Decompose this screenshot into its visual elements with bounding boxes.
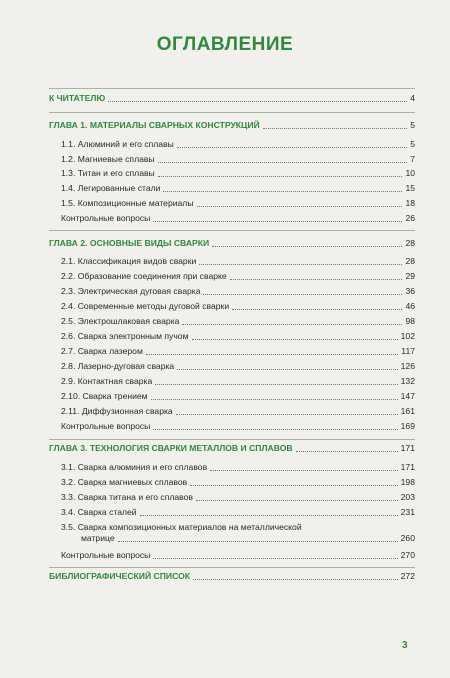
- page-number: 126: [400, 361, 415, 371]
- toc-entry[interactable]: [61, 507, 415, 518]
- entry-label: 2.11. Диффузионная сварка: [61, 406, 173, 416]
- entry-label: 2.7. Сварка лазером: [61, 346, 143, 356]
- page-number: 272: [400, 571, 415, 581]
- page-number: 169: [400, 421, 415, 431]
- leader-dots: [210, 470, 398, 471]
- leader-dots: [232, 309, 402, 310]
- leader-dots: [177, 369, 397, 370]
- entry-label: 2.10. Сварка трением: [61, 391, 148, 401]
- leader-dots: [196, 500, 398, 501]
- entry-label: ГЛАВА 3. ТЕХНОЛОГИЯ СВАРКИ МЕТАЛЛОВ И СПЛАВОВ: [49, 443, 293, 453]
- divider: [49, 439, 415, 440]
- leader-dots: [192, 339, 398, 340]
- toc-entry[interactable]: [61, 139, 415, 150]
- toc-entry[interactable]: [61, 346, 415, 357]
- entry-label: 3.2. Сварка магниевых сплавов: [61, 477, 188, 487]
- page-number: 28: [405, 238, 415, 248]
- page-number: 171: [400, 462, 415, 472]
- toc-chapter-heading[interactable]: [49, 443, 415, 454]
- toc-entry[interactable]: [61, 154, 415, 165]
- page-number: 46: [405, 301, 415, 311]
- leader-dots: [193, 579, 398, 580]
- entry-label: 2.1. Классификация видов сварки: [61, 256, 197, 266]
- page-number: 36: [405, 286, 415, 296]
- toc-entry[interactable]: [61, 477, 415, 488]
- leader-dots: [199, 264, 402, 265]
- page-number: 98: [405, 316, 415, 326]
- toc-entry[interactable]: [61, 550, 415, 561]
- leader-dots: [230, 279, 403, 280]
- leader-dots: [158, 162, 408, 163]
- toc-entry[interactable]: [61, 331, 415, 342]
- leader-dots: [197, 206, 403, 207]
- leader-dots: [118, 541, 398, 542]
- page-number: 7: [410, 154, 415, 164]
- page-number: 161: [400, 406, 415, 416]
- leader-dots: [163, 191, 402, 192]
- leader-dots: [182, 324, 402, 325]
- leader-dots: [108, 101, 407, 102]
- entry-label: БИБЛИОГРАФИЧЕСКИЙ СПИСОК: [49, 571, 191, 581]
- leader-dots: [155, 384, 397, 385]
- page-number: 18: [405, 198, 415, 208]
- toc-entry[interactable]: [61, 256, 415, 267]
- leader-dots: [177, 147, 407, 148]
- divider: [49, 88, 415, 89]
- entry-label: ГЛАВА 2. ОСНОВНЫЕ ВИДЫ СВАРКИ: [49, 238, 210, 248]
- leader-dots: [153, 558, 397, 559]
- entry-label: 2.6. Сварка электронным пучом: [61, 331, 189, 341]
- divider: [49, 112, 415, 113]
- page-number: 10: [405, 168, 415, 178]
- page-number: 5: [410, 139, 415, 149]
- toc-entry[interactable]: [61, 198, 415, 209]
- toc-entry[interactable]: [61, 462, 415, 473]
- toc-entry[interactable]: [61, 316, 415, 327]
- leader-dots: [140, 515, 398, 516]
- page-number: 171: [400, 443, 415, 453]
- toc-entry[interactable]: [61, 391, 415, 402]
- entry-label: 2.4. Современные методы дуговой сварки: [61, 301, 230, 311]
- page-number: 203: [400, 492, 415, 502]
- entry-label: 3.1. Сварка алюминия и его сплавов: [61, 462, 208, 472]
- entry-label: 1.5. Композиционные материалы: [61, 198, 194, 208]
- leader-dots: [212, 246, 402, 247]
- toc-entry[interactable]: [61, 213, 415, 224]
- toc-entry-multiline[interactable]: [61, 522, 415, 544]
- page-number: 270: [400, 550, 415, 560]
- toc-chapter-heading[interactable]: [49, 238, 415, 249]
- leader-dots: [158, 176, 403, 177]
- leader-dots: [153, 429, 397, 430]
- entry-label: 2.9. Контактная сварка: [61, 376, 153, 386]
- toc-entry[interactable]: [61, 301, 415, 312]
- entry-label: 2.8. Лазерно-дуговая сварка: [61, 361, 175, 371]
- entry-label: 2.2. Образование соединения при сварке: [61, 271, 227, 281]
- page-number: 28: [405, 256, 415, 266]
- page-number: 5: [410, 120, 415, 130]
- toc-chapter-heading[interactable]: [49, 120, 415, 131]
- entry-label: 3.4. Сварка сталей: [61, 507, 137, 517]
- page-number: 132: [400, 376, 415, 386]
- toc-entry[interactable]: [61, 271, 415, 282]
- toc-entry[interactable]: [61, 406, 415, 417]
- toc-bibliography-entry[interactable]: [49, 571, 415, 582]
- leader-dots: [176, 414, 398, 415]
- page-number: 26: [405, 213, 415, 223]
- leader-dots: [146, 354, 398, 355]
- leader-dots: [151, 399, 398, 400]
- entry-label: 1.1. Алюминий и его сплавы: [61, 139, 174, 149]
- entry-label: 2.5. Электрошлаковая сварка: [61, 316, 180, 326]
- toc-entry[interactable]: [61, 421, 415, 432]
- entry-label: 2.3. Электрическая дуговая сварка: [61, 286, 201, 296]
- page-title: ОГЛАВЛЕНИЕ: [156, 34, 294, 55]
- leader-dots: [203, 294, 402, 295]
- leader-dots: [190, 485, 397, 486]
- entry-label: 1.3. Титан и его сплавы: [61, 168, 155, 178]
- page-number: 231: [400, 507, 415, 517]
- toc-entry[interactable]: [61, 376, 415, 387]
- leader-dots: [296, 451, 398, 452]
- entry-label: К ЧИТАТЕЛЮ: [49, 93, 106, 103]
- page-number: 117: [401, 346, 415, 356]
- entry-label: 3.3. Сварка титана и его сплавов: [61, 492, 193, 502]
- entry-label: ГЛАВА 1. МАТЕРИАЛЫ СВАРНЫХ КОНСТРУКЦИЙ: [49, 120, 260, 130]
- page-number: 198: [400, 477, 415, 487]
- divider: [49, 230, 415, 231]
- page-number: 102: [400, 331, 415, 341]
- page-number: 4: [410, 93, 415, 103]
- page-number: 147: [400, 391, 415, 401]
- divider: [49, 567, 415, 568]
- entry-label: Контрольные вопросы: [61, 421, 151, 431]
- leader-dots: [153, 221, 402, 222]
- entry-label: 1.4. Легированные стали: [61, 183, 161, 193]
- toc-entry[interactable]: [61, 361, 415, 372]
- page-number: 260: [400, 533, 415, 543]
- entry-label-continued: матрице: [81, 533, 115, 543]
- entry-label: Контрольные вопросы: [61, 550, 151, 560]
- toc-preface[interactable]: [49, 93, 415, 104]
- page-folio: 3: [402, 640, 408, 651]
- page-number: 29: [405, 271, 415, 281]
- toc-entry[interactable]: [61, 286, 415, 297]
- entry-label: 3.5. Сварка композиционных материалов на металлической: [61, 522, 302, 532]
- page-number: 15: [405, 183, 415, 193]
- toc-entry[interactable]: [61, 492, 415, 503]
- toc-entry[interactable]: [61, 183, 415, 194]
- entry-label: Контрольные вопросы: [61, 213, 151, 223]
- leader-dots: [263, 128, 408, 129]
- entry-label: 1.2. Магниевые сплавы: [61, 154, 155, 164]
- toc-entry[interactable]: [61, 168, 415, 179]
